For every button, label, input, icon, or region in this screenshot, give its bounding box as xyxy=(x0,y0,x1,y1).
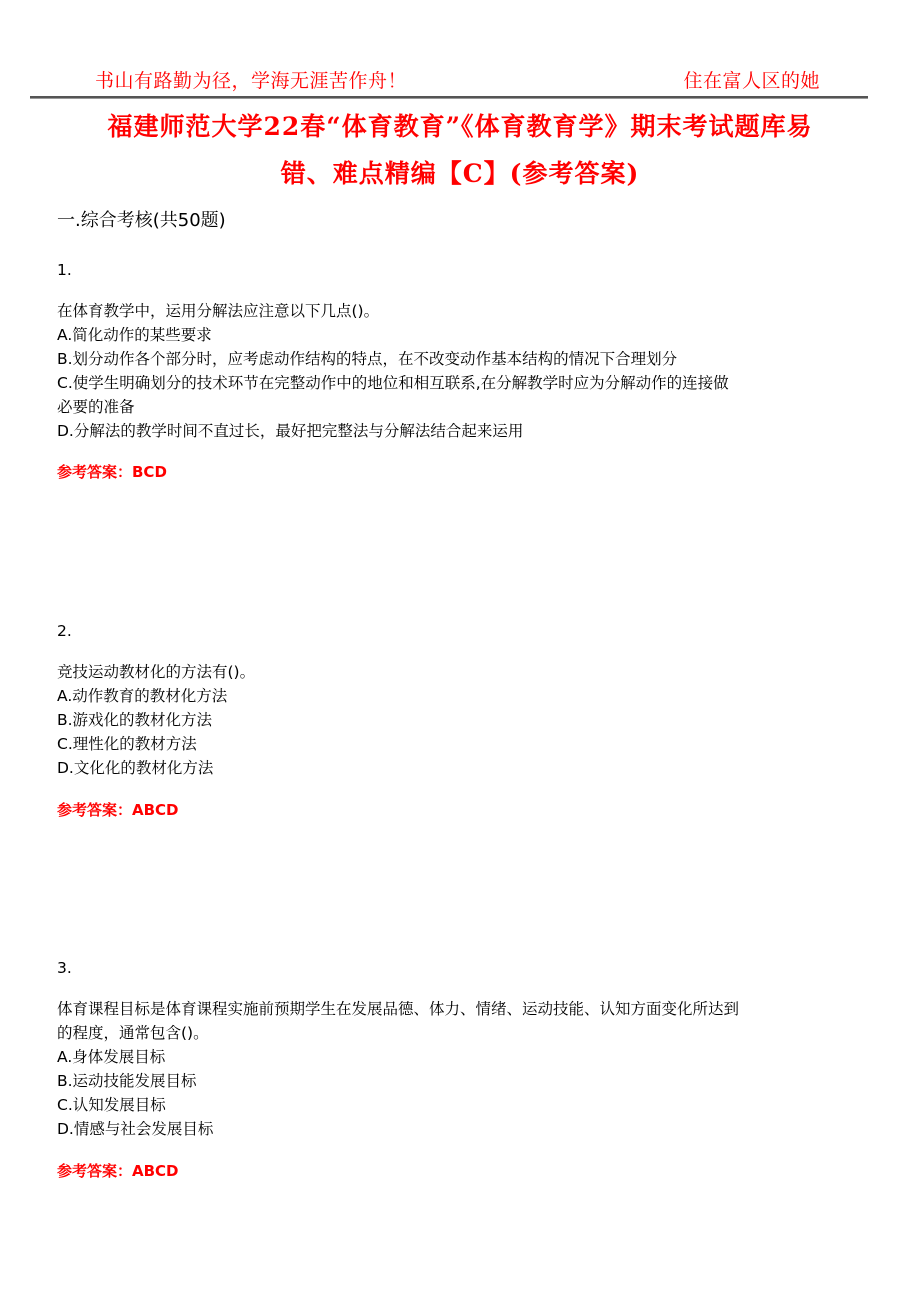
header-motto-left: 书山有路勤为径，学海无涯苦作舟！ xyxy=(95,70,408,92)
section-heading: 一.综合考核(共50题) xyxy=(57,210,226,231)
option-b: B.运动技能发展目标 xyxy=(57,1072,197,1090)
answer-1: 参考答案：BCD xyxy=(57,463,167,481)
option-c: C.理性化的教材方法 xyxy=(57,735,197,753)
option-c: C.使学生明确划分的技术环节在完整动作中的地位和相互联系,在分解教学时应为分解动作的连接做 xyxy=(57,374,729,392)
question-1 xyxy=(57,258,869,443)
option-c: C.认知发展目标 xyxy=(57,1096,166,1114)
option-b: B.游戏化的教材化方法 xyxy=(57,711,213,729)
question-stem-line-1: 体育课程目标是体育课程实施前预期学生在发展品德、体力、情绪、运动技能、认知方面变化所达到 xyxy=(57,1000,740,1018)
option-d: D.分解法的教学时间不直过长，最好把完整法与分解法结合起来运用 xyxy=(57,422,524,440)
option-d: D.情感与社会发展目标 xyxy=(57,1120,214,1138)
document-title-line-2: 错、难点精编【C】(参考答案) xyxy=(280,159,640,188)
option-a: A.动作教育的教材化方法 xyxy=(57,687,228,705)
question-stem-line-2: 的程度，通常包含()。 xyxy=(57,1024,209,1042)
option-b: B.划分动作各个部分时，应考虑动作结构的特点，在不改变动作基本结构的情况下合理划分 xyxy=(57,350,678,368)
question-stem: 竞技运动教材化的方法有()。 xyxy=(57,663,256,681)
option-c-continued: 必要的准备 xyxy=(57,398,135,416)
option-a: A.简化动作的某些要求 xyxy=(57,326,212,344)
question-number: 1. xyxy=(57,261,72,279)
header-divider xyxy=(30,96,868,99)
answer-3: 参考答案：ABCD xyxy=(57,1162,179,1180)
question-number: 3. xyxy=(57,959,72,977)
option-a: A.身体发展目标 xyxy=(57,1048,166,1066)
question-3 xyxy=(57,956,869,1141)
answer-2: 参考答案：ABCD xyxy=(57,801,179,819)
question-stem: 在体育教学中，运用分解法应注意以下几点()。 xyxy=(57,302,380,320)
page-header xyxy=(30,66,868,94)
header-motto-right: 住在富人区的她 xyxy=(683,70,820,92)
option-d: D.文化化的教材化方法 xyxy=(57,759,214,777)
question-number: 2. xyxy=(57,622,72,640)
document-title-line-1: 福建师范大学22春“体育教育”《体育教育学》期末考试题库易 xyxy=(107,112,813,141)
question-2 xyxy=(57,619,869,780)
